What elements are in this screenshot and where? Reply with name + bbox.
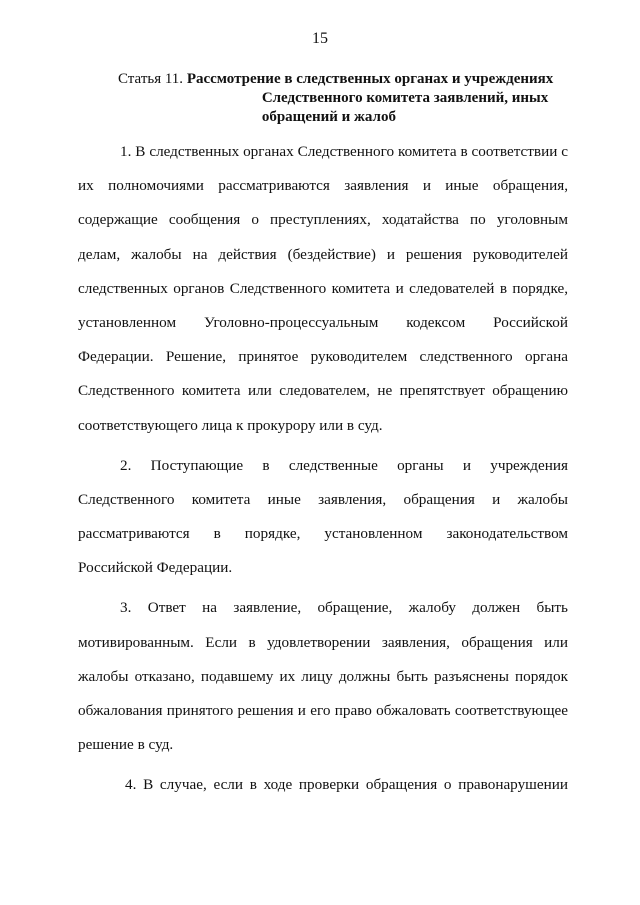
- paragraph-3-line: жалобы отказано, подавшему их лицу должны быть разъяснены порядок: [78, 667, 568, 685]
- paragraph-2-line: Российской Федерации.: [78, 559, 233, 577]
- paragraph-4-line: 4. В случае, если в ходе проверки обращения о правонарушении: [125, 776, 568, 794]
- paragraph-1-line: установленном Уголовно-процессуальным кодексом Российской: [78, 313, 568, 331]
- paragraph-2-line: рассматриваются в порядке, установленном законодательством: [78, 525, 568, 543]
- paragraph-2-line: 2. Поступающие в следственные органы и учреждения: [120, 456, 568, 474]
- paragraph-3-line: обжалования принятого решения и его право обжаловать соответствующее: [78, 702, 568, 719]
- paragraph-2-line: Следственного комитета иные заявления, обращения и жалобы: [78, 490, 568, 508]
- paragraph-1-line: следственных органов Следственного комитета и следователей в порядке,: [78, 279, 568, 297]
- article-title-line: Рассмотрение в следственных органах и учреждениях: [186, 71, 554, 87]
- paragraph-3-line: мотивированным. Если в удовлетворении заявления, обращения или: [78, 633, 568, 651]
- paragraph-1-line: их полномочиями рассматриваются заявления и иные обращения,: [78, 177, 568, 195]
- paragraph-3-line: решение в суд.: [78, 736, 174, 754]
- article-title: [187, 70, 557, 127]
- paragraph-1-line: соответствующего лица к прокурору или в суд.: [78, 416, 383, 434]
- paragraph-3-line: 3. Ответ на заявление, обращение, жалобу должен быть: [120, 599, 568, 617]
- article-body: [78, 138, 568, 806]
- paragraph-1-line: 1. В следственных органах Следственного комитета в соответствии с: [120, 143, 568, 160]
- article-title-line: Следственного комитета заявлений, иных: [261, 90, 549, 106]
- article-label: Статья 11.: [118, 71, 184, 87]
- article-title-line: обращений и жалоб: [261, 109, 396, 125]
- page-number: 15: [312, 30, 328, 47]
- paragraph-1-line: Федерации. Решение, принятое руководителем следственного органа: [78, 348, 568, 366]
- paragraph-1-line: содержащие сообщения о преступлениях, ходатайства по уголовным: [78, 211, 568, 229]
- article-heading: [118, 70, 557, 127]
- paragraph-1-line: делам, жалобы на действия (бездействие) и решения руководителей: [78, 245, 568, 263]
- paragraph-1-line: Следственного комитета или следователем, не препятствует обращению: [78, 382, 568, 400]
